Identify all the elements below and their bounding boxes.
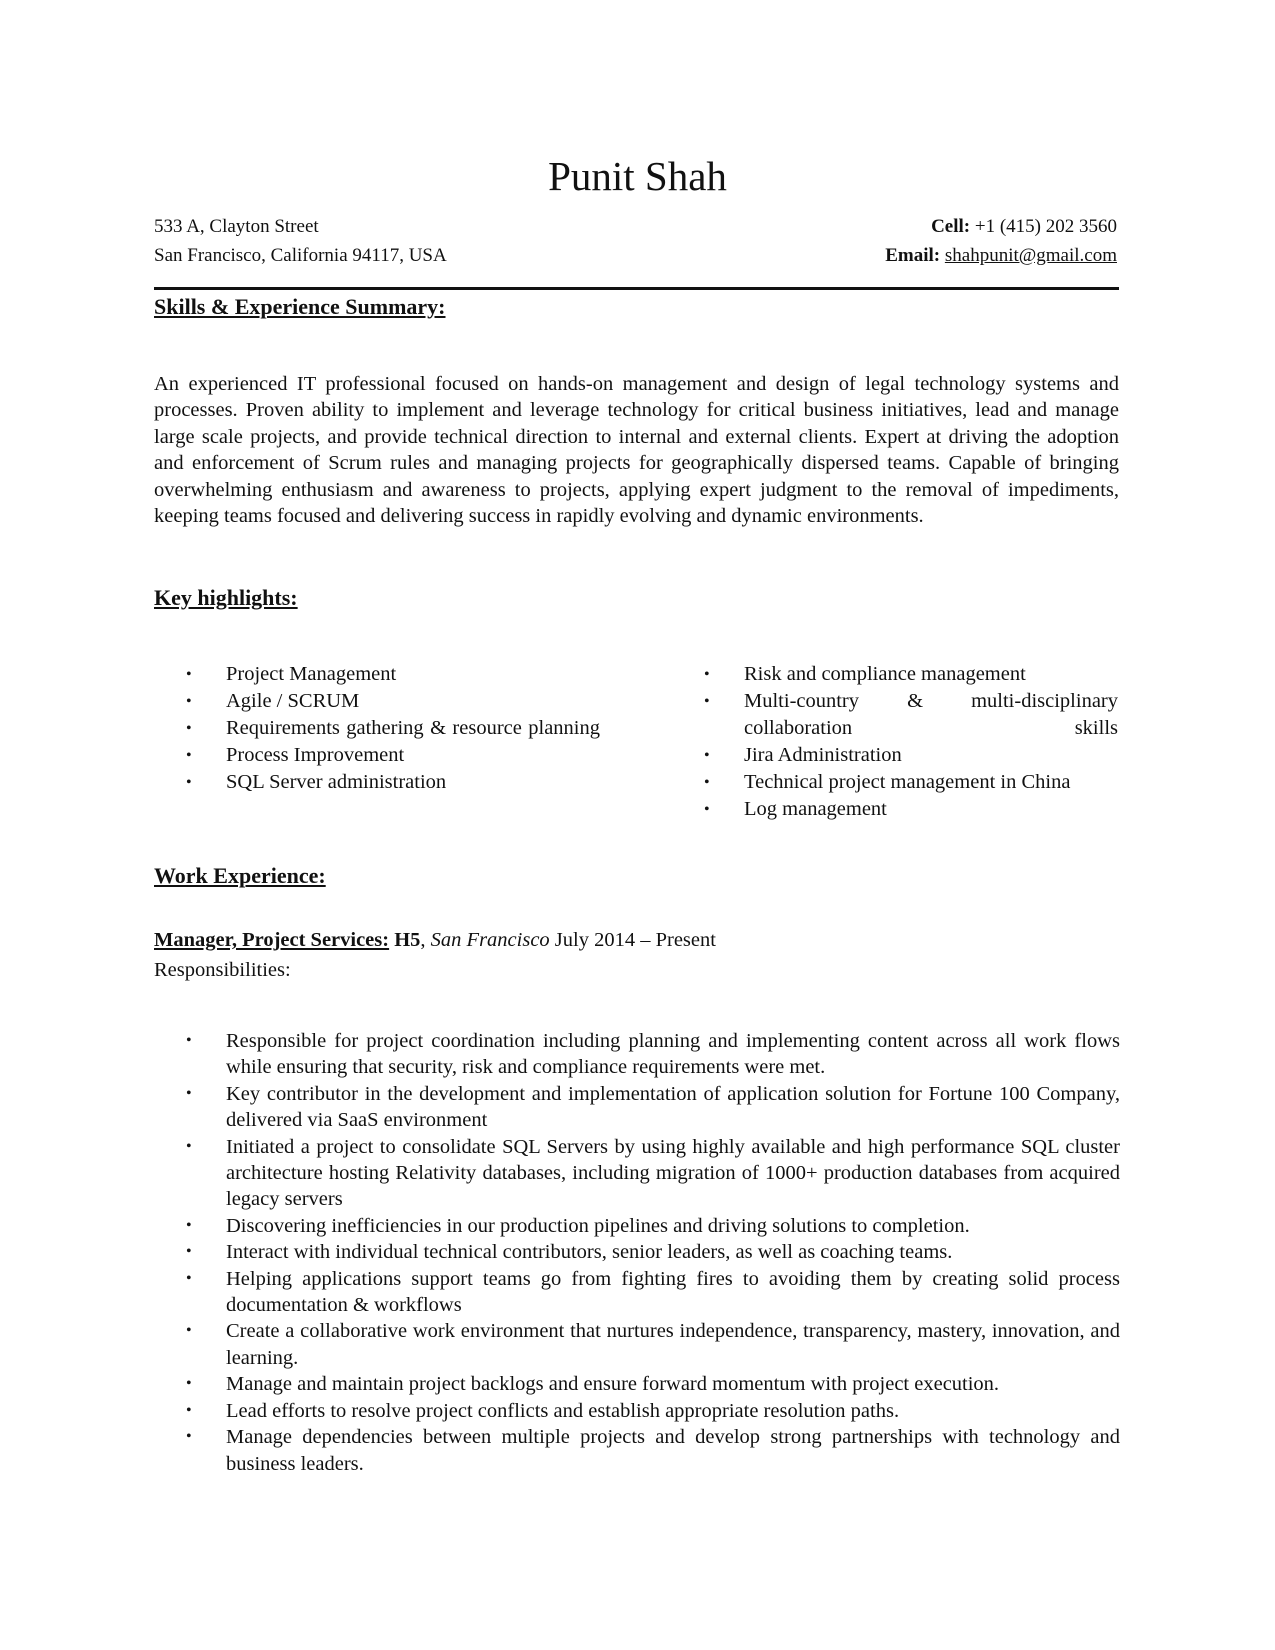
list-item: • Manage dependencies between multiple projects and develop strong partnerships with technology and business leaders.: [186, 1426, 1120, 1475]
bullet: •: [186, 1428, 192, 1446]
responsibilities-label: Responsibilities:: [154, 959, 291, 981]
bullet: •: [186, 1375, 192, 1393]
list-item: • Technical project management in China: [672, 769, 1118, 796]
job-title: Manager, Project Services:: [154, 929, 390, 951]
list-item: • Create a collaborative work environment that nurtures independence, transparency, mastery, innovation, and learning.: [186, 1320, 1120, 1369]
email-label: Email:: [885, 245, 941, 266]
list-item: • Interact with individual technical contributors, senior leaders, as well as coaching teams.: [154, 1239, 1120, 1265]
highlights-right-list: [672, 661, 1118, 823]
summary-paragraph: An experienced IT professional focused on hands-on management and design of legal technology systems and processes. Proven ability to implement and leverage technology for critical business initiatives, lead and manage large scale projects, and provide technical direction to internal and external clients. Expert at driving the adoption and enforcement of Scrum rules and managing projects for geographically dispersed teams. Capable of bringing overwhelming enthusiasm and awareness to projects, applying expert judgment to the removal of impediments, keeping teams focused and delivering success in rapidly evolving and dynamic environments.: [154, 373, 1119, 528]
list-item: • Discovering inefficiencies in our production pipelines and driving solutions to completion.: [154, 1213, 1120, 1239]
list-item: • Risk and compliance management: [672, 661, 1118, 688]
list-item: • Project Management: [154, 661, 600, 688]
responsibilities-list: [154, 1028, 1120, 1477]
list-item: • Initiated a project to consolidate SQL Servers by using highly available and high performance SQL cluster architecture hosting Relativity databases, including migration of 1000+ production databases from acquired legacy servers: [186, 1135, 1120, 1211]
bullet: •: [186, 1269, 192, 1287]
job-dates: July 2014 – Present: [554, 929, 716, 951]
job-location: San Francisco: [430, 929, 550, 951]
email-line: [885, 241, 1117, 270]
cell-value: +1 (415) 202 3560: [974, 216, 1117, 237]
list-item: • Jira Administration: [672, 742, 1118, 769]
list-item: • Lead efforts to resolve project conflicts and establish appropriate resolution paths.: [154, 1398, 1120, 1424]
list-item: • Manage and maintain project backlogs and ensure forward momentum with project execution.: [154, 1371, 1120, 1397]
bullet: •: [186, 1084, 192, 1102]
bullet: •: [186, 1401, 192, 1419]
email-link[interactable]: shahpunit@gmail.com: [944, 245, 1117, 266]
list-item: • Responsible for project coordination including planning and implementing content across all work flows while ensuring that security, risk and compliance requirements were met.: [186, 1030, 1120, 1079]
work-heading: Work Experience:: [154, 863, 326, 888]
bullet: •: [704, 747, 710, 764]
cell-line: [885, 212, 1117, 241]
bullet: •: [704, 666, 710, 683]
list-item: • Log management: [672, 796, 1118, 823]
bullet: •: [704, 774, 710, 791]
list-item: • Multi-country & multi-disciplinary collaboration skills: [704, 690, 1118, 739]
address-line-2: San Francisco, California 94117, USA: [154, 245, 447, 266]
bullet: •: [186, 747, 192, 764]
contact-block: [885, 212, 1117, 270]
list-item: • Key contributor in the development and implementation of application solution for Fortune 100 Company, delivered via SaaS environment: [186, 1082, 1120, 1132]
bullet: •: [186, 1322, 192, 1340]
list-item: • Process Improvement: [154, 742, 600, 769]
candidate-name: Punit Shah: [548, 153, 727, 199]
address-block: [154, 212, 447, 270]
bullet: •: [704, 801, 710, 818]
list-item: • SQL Server administration: [154, 769, 600, 796]
highlights-left-list: [154, 661, 600, 796]
bullet: •: [186, 666, 192, 683]
bullet: •: [186, 720, 192, 737]
list-item: • Helping applications support teams go from fighting fires to avoiding them by creating solid process documentation & workflows: [186, 1267, 1120, 1317]
job-header: Manager, Project Services: H5, San Francisco July 2014 – Present: [154, 929, 716, 951]
bullet: •: [186, 1032, 192, 1049]
header-divider: [154, 287, 1119, 290]
address-line-1: 533 A, Clayton Street: [154, 216, 319, 237]
job-company: H5: [394, 929, 421, 951]
list-item: • Requirements gathering & resource planning: [154, 715, 600, 742]
highlights-heading: Key highlights:: [154, 585, 298, 610]
list-item: • Agile / SCRUM: [154, 688, 600, 715]
summary-heading: Skills & Experience Summary:: [154, 294, 446, 319]
bullet: •: [186, 1216, 192, 1234]
bullet: •: [186, 693, 192, 710]
bullet: •: [186, 774, 192, 791]
cell-label: Cell:: [931, 216, 971, 237]
bullet: •: [704, 693, 710, 710]
bullet: •: [186, 1137, 192, 1155]
bullet: •: [186, 1243, 192, 1261]
